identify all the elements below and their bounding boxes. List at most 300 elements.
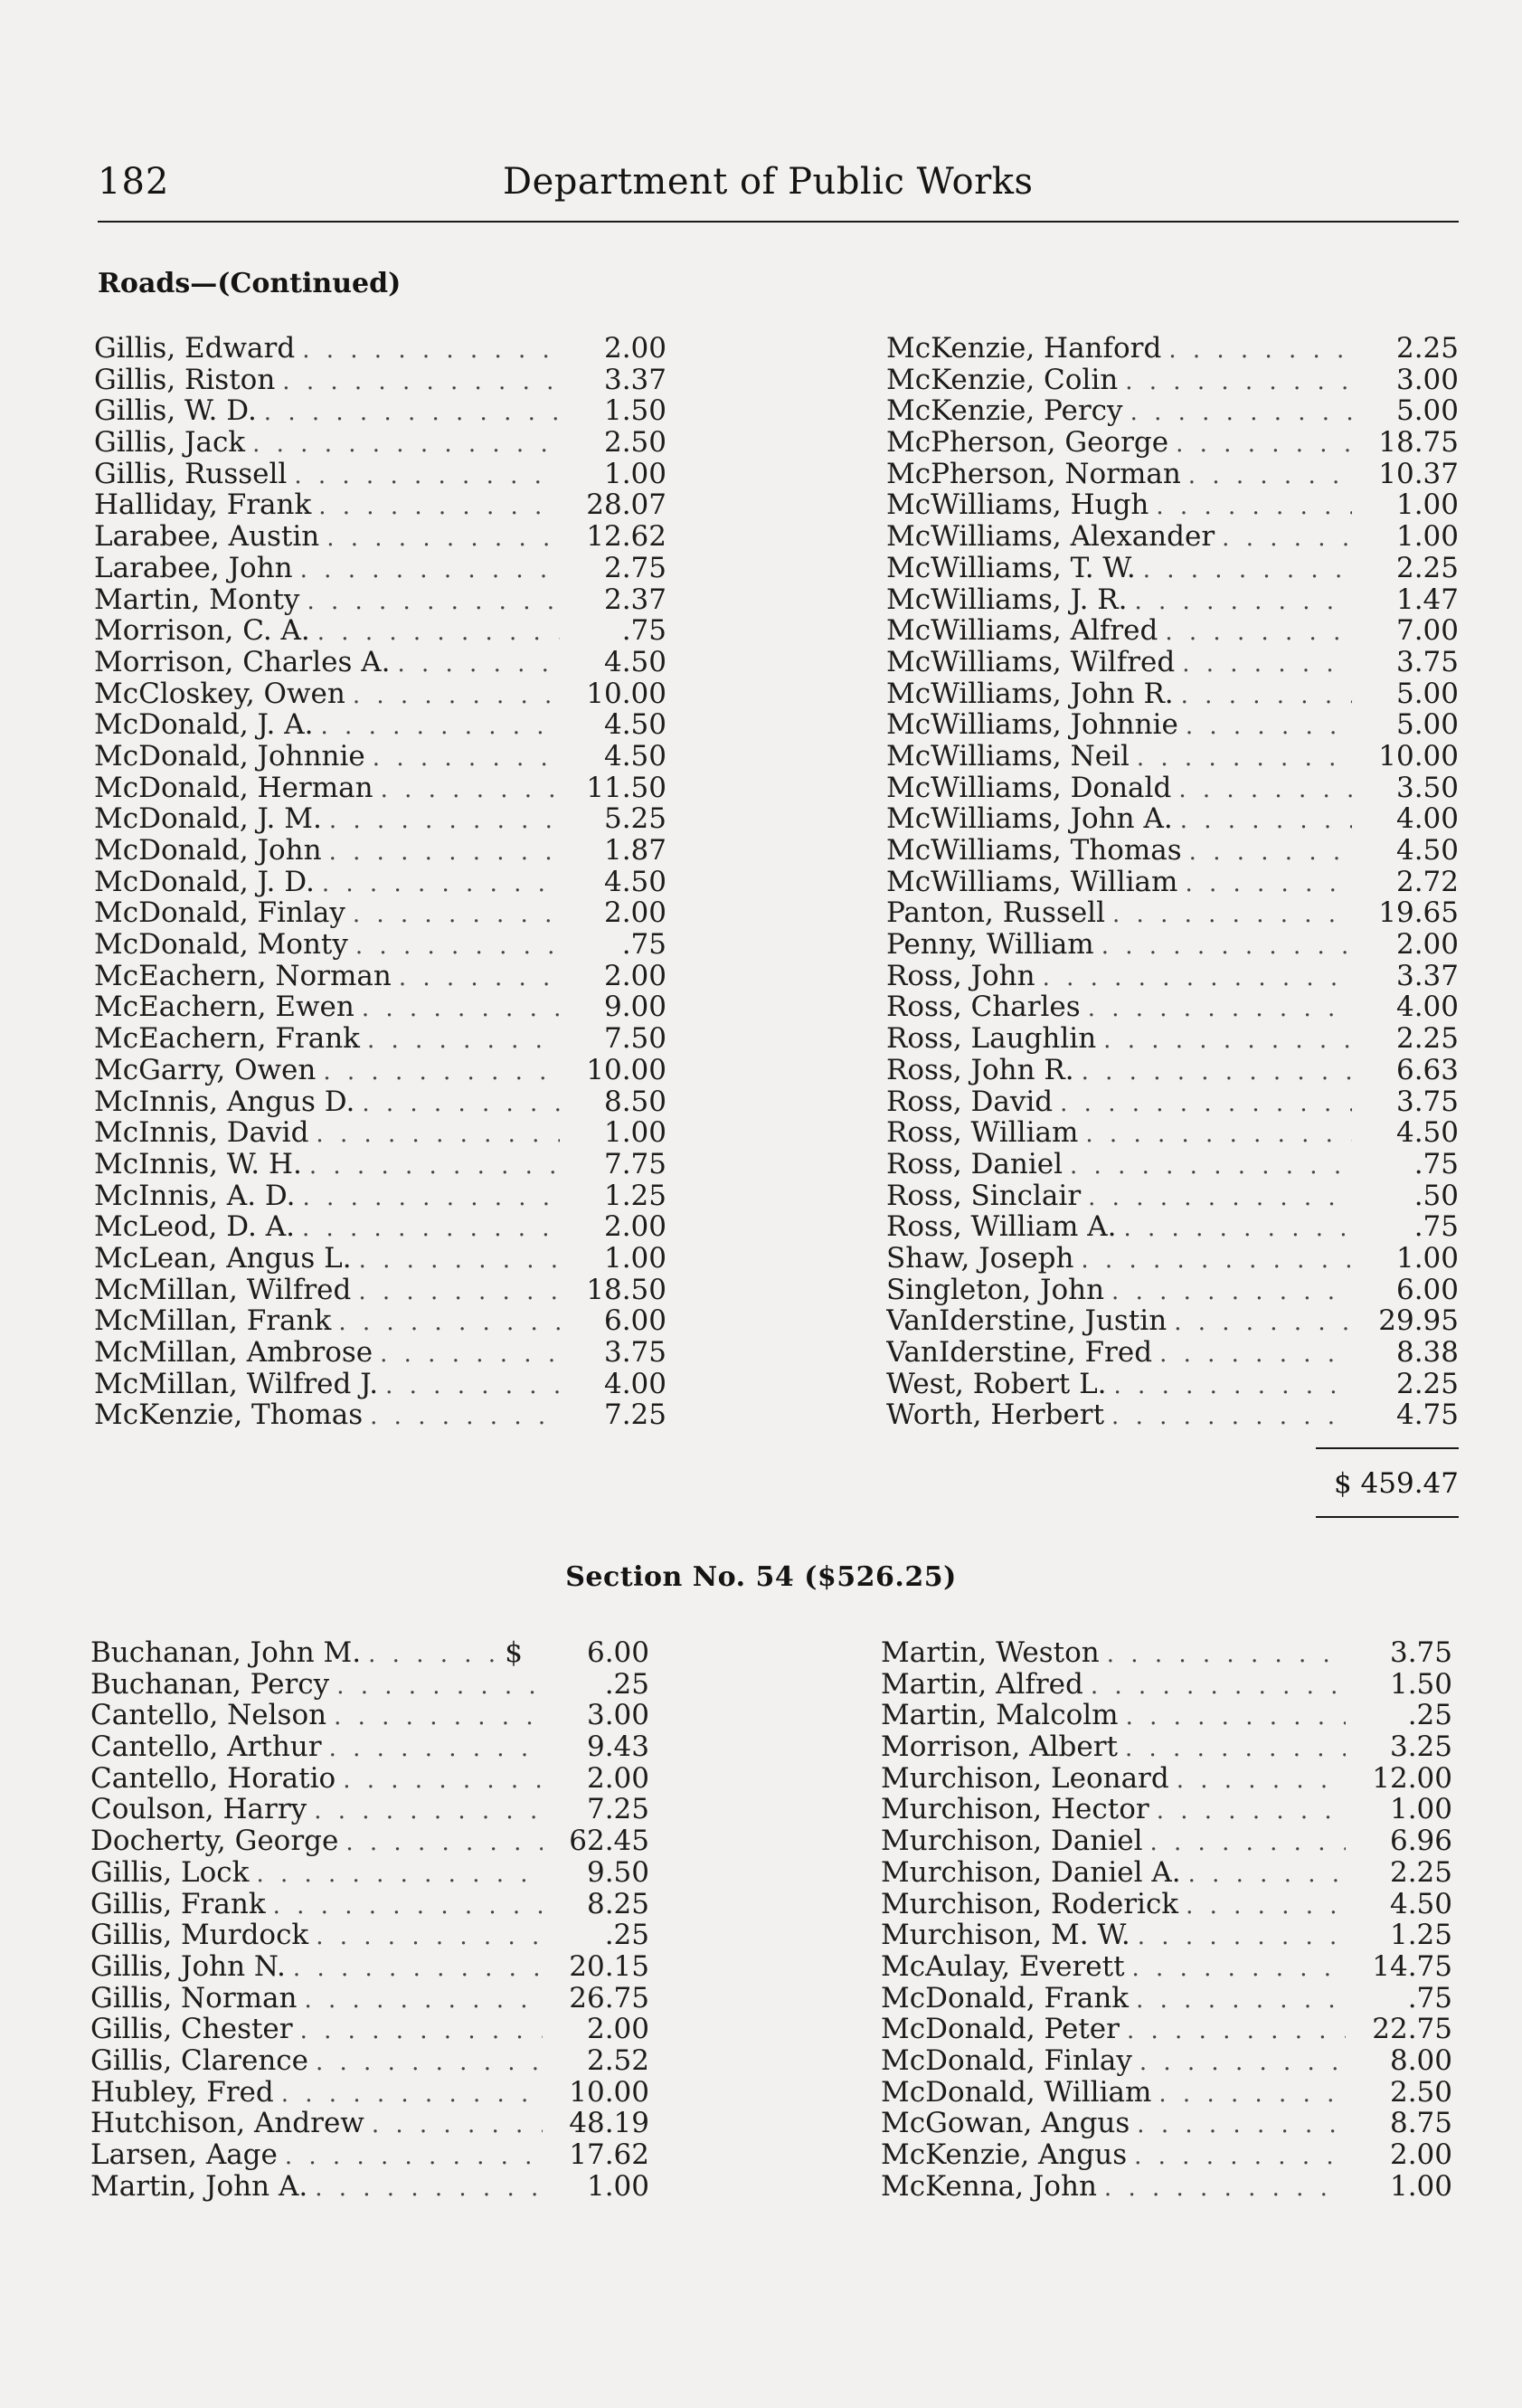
payment-amount: 1.50 xyxy=(1389,1668,1452,1701)
payee-name: McDonald, John xyxy=(94,835,322,867)
dot-leader xyxy=(345,1827,543,1857)
ledger-row xyxy=(94,1180,666,1212)
payment-amount: 8.50 xyxy=(603,1085,666,1118)
payment-amount: .50 xyxy=(1413,1180,1459,1212)
payee-name: Martin, Monty xyxy=(94,583,300,616)
payment-amount: 2.25 xyxy=(1395,1368,1459,1400)
payee-name: McWilliams, Alexander xyxy=(886,521,1215,553)
ledger-row xyxy=(90,2045,649,2077)
payment-amount: 4.50 xyxy=(1395,1117,1459,1149)
payment-amount: 17.62 xyxy=(569,2139,649,2171)
dot-leader xyxy=(1186,1891,1346,1920)
payment-amount: 1.00 xyxy=(1395,489,1459,522)
dot-leader xyxy=(1186,711,1352,741)
payment-amount: 2.00 xyxy=(1389,2139,1452,2171)
ledger-row xyxy=(90,1637,649,1669)
dot-leader xyxy=(1107,1639,1346,1669)
payee-name: McEachern, Norman xyxy=(94,960,392,992)
payment-amount: 5.00 xyxy=(1395,395,1459,428)
payee-name: McGowan, Angus xyxy=(881,2108,1130,2139)
payee-name: Cantello, Nelson xyxy=(90,1700,327,1732)
ledger-row xyxy=(886,333,1459,365)
payment-amount: 9.00 xyxy=(603,991,666,1024)
dot-leader xyxy=(1114,1370,1352,1400)
payee-name: Murchison, Daniel xyxy=(881,1825,1143,1857)
ledger-row xyxy=(94,615,666,647)
ledger-row xyxy=(94,803,666,835)
payment-amount: 1.50 xyxy=(603,395,666,428)
ledger-row xyxy=(881,2139,1452,2171)
dot-leader xyxy=(1081,1245,1352,1275)
ledger-row xyxy=(94,1086,666,1118)
payment-amount: 8.00 xyxy=(1389,2044,1452,2077)
payee-name: McEachern, Ewen xyxy=(94,991,355,1024)
ledger-row xyxy=(886,897,1459,929)
payee-name: Gillis, Edward xyxy=(94,333,296,365)
ledger-row xyxy=(886,1180,1459,1212)
payee-name: Larabee, Austin xyxy=(94,521,320,553)
ledger-row xyxy=(881,2077,1452,2109)
dot-leader xyxy=(318,491,560,521)
payment-amount: 1.00 xyxy=(603,1117,666,1149)
dot-leader xyxy=(317,617,560,647)
payee-name: McDonald, Peter xyxy=(881,2014,1120,2045)
dot-leader xyxy=(305,1985,544,2015)
payment-amount: 2.50 xyxy=(603,427,666,459)
payment-amount: 1.25 xyxy=(1389,1920,1452,1951)
payee-name: McWilliams, John A. xyxy=(886,803,1173,835)
payee-name: McDonald, Monty xyxy=(94,929,348,961)
ledger-row xyxy=(886,1211,1459,1243)
payment-amount: 8.25 xyxy=(586,1888,649,1920)
payee-name: Gillis, Murdock xyxy=(90,1920,309,1951)
dot-leader xyxy=(1139,2047,1346,2077)
payment-amount: 2.25 xyxy=(1395,1023,1459,1055)
ledger-row xyxy=(886,365,1459,396)
payment-amount: 1.00 xyxy=(1395,1242,1459,1275)
dot-leader xyxy=(281,2079,543,2109)
payee-name: McWilliams, Neil xyxy=(886,740,1130,773)
payee-name: Singleton, John xyxy=(886,1274,1105,1306)
dot-leader xyxy=(1091,1671,1346,1701)
payee-name: Morrison, Charles A. xyxy=(94,646,391,678)
dot-leader xyxy=(1127,2015,1346,2045)
ledger-row xyxy=(90,1857,649,1889)
ledger-row xyxy=(881,2014,1452,2045)
ledger-row xyxy=(886,961,1459,992)
dot-leader xyxy=(368,1639,497,1669)
payment-amount: 3.75 xyxy=(1389,1637,1452,1669)
section-label-roads: Roads—(Continued) xyxy=(98,268,402,299)
dot-leader xyxy=(385,1370,560,1400)
payment-amount: 7.25 xyxy=(586,1794,649,1826)
payment-amount: 8.38 xyxy=(1395,1337,1459,1369)
ledger-row xyxy=(94,867,666,898)
ledger-row xyxy=(94,1243,666,1275)
dot-leader xyxy=(362,993,560,1023)
payee-name: McWilliams, Alfred xyxy=(886,615,1158,647)
ledger-row xyxy=(94,1211,666,1243)
payee-name: McDonald, J. D. xyxy=(94,866,315,898)
ledger-row xyxy=(94,929,666,961)
roads-total: $ 459.47 xyxy=(1333,1467,1459,1500)
dot-leader xyxy=(1188,460,1352,490)
dot-leader xyxy=(307,586,560,616)
roads-right-column xyxy=(886,333,1459,1431)
payee-name: Murchison, Daniel A. xyxy=(881,1856,1181,1889)
payee-name: McInnis, A. D. xyxy=(94,1180,296,1212)
dot-leader xyxy=(1104,2173,1346,2203)
payee-name: Ross, David xyxy=(886,1085,1054,1118)
dot-leader xyxy=(1043,962,1352,992)
ledger-row xyxy=(94,1399,666,1431)
ledger-row xyxy=(886,835,1459,867)
payee-name: McMillan, Frank xyxy=(94,1305,332,1337)
payment-amount: 1.00 xyxy=(1395,521,1459,553)
payment-amount: 2.75 xyxy=(603,552,666,584)
ledger-row xyxy=(94,427,666,459)
ledger-row xyxy=(90,1889,649,1920)
payment-amount: 6.00 xyxy=(586,1637,649,1669)
ledger-row xyxy=(886,1275,1459,1306)
payee-name: Gillis, Clarence xyxy=(90,2044,308,2077)
ledger-row xyxy=(881,1669,1452,1701)
payment-amount: 6.63 xyxy=(1395,1054,1459,1086)
dot-leader xyxy=(302,335,560,365)
ledger-row xyxy=(881,1763,1452,1795)
dot-leader xyxy=(329,805,560,835)
dot-leader xyxy=(1134,2141,1346,2171)
payment-amount: 2.72 xyxy=(1395,866,1459,898)
ledger-row xyxy=(881,1983,1452,2015)
ledger-row xyxy=(94,584,666,616)
page-number: 182 xyxy=(98,161,170,203)
payee-name: McKenna, John xyxy=(881,2170,1097,2203)
dot-leader xyxy=(1085,1119,1352,1149)
payment-amount: 62.45 xyxy=(569,1825,649,1857)
ledger-row xyxy=(886,773,1459,804)
dot-leader xyxy=(1159,1339,1352,1369)
ledger-row xyxy=(886,1305,1459,1337)
payee-name: Ross, William A. xyxy=(886,1211,1117,1243)
ledger-row xyxy=(886,647,1459,678)
payee-name: McDonald, J. M. xyxy=(94,803,322,835)
ledger-row xyxy=(94,773,666,804)
ledger-row xyxy=(90,1794,649,1825)
payee-name: McKenzie, Angus xyxy=(881,2139,1128,2171)
payment-amount: 1.00 xyxy=(1389,1794,1452,1826)
dot-leader xyxy=(1181,680,1352,710)
payee-name: McEachern, Frank xyxy=(94,1023,360,1055)
payee-name: Gillis, Lock xyxy=(90,1856,250,1889)
dot-leader xyxy=(1165,617,1352,647)
payee-name: Penny, William xyxy=(886,929,1094,961)
ledger-row xyxy=(90,1920,649,1951)
payee-name: McWilliams, J. R. xyxy=(886,583,1128,616)
payee-name: Hubley, Fred xyxy=(90,2076,274,2109)
payee-name: McKenzie, Thomas xyxy=(94,1399,364,1432)
payee-name: Panton, Russell xyxy=(886,897,1106,930)
payment-amount: 20.15 xyxy=(569,1950,649,1983)
ledger-row xyxy=(94,961,666,992)
payee-name: McDonald, J. A. xyxy=(94,709,314,741)
dot-leader xyxy=(321,711,560,741)
ledger-row xyxy=(886,489,1459,521)
payment-amount: 2.00 xyxy=(586,2014,649,2045)
dot-leader xyxy=(367,1025,560,1055)
payee-name: McKenzie, Colin xyxy=(886,364,1119,396)
dot-leader xyxy=(1138,1921,1346,1951)
total-top-rule xyxy=(1316,1447,1459,1449)
dot-leader xyxy=(1101,931,1352,961)
payee-name: McWilliams, Wilfred xyxy=(886,646,1176,678)
dot-leader xyxy=(1137,2109,1346,2139)
payment-amount: 9.43 xyxy=(586,1731,649,1763)
ledger-row xyxy=(886,1337,1459,1369)
payment-amount: .75 xyxy=(1413,1148,1459,1180)
ledger-row xyxy=(886,459,1459,490)
ledger-row xyxy=(886,1117,1459,1149)
payment-amount: 10.37 xyxy=(1378,458,1459,490)
payee-name: McLean, Angus L. xyxy=(94,1242,352,1275)
dot-leader xyxy=(1158,2079,1346,2109)
ledger-row xyxy=(886,615,1459,647)
payee-name: Martin, Weston xyxy=(881,1637,1100,1669)
payment-amount: 7.50 xyxy=(603,1023,666,1055)
payee-name: Coulson, Harry xyxy=(90,1794,307,1826)
payee-name: McGarry, Owen xyxy=(94,1054,317,1086)
ledger-row xyxy=(90,1951,649,1983)
payee-name: Gillis, W. D. xyxy=(94,395,257,428)
dot-leader xyxy=(397,649,560,678)
payee-name: Larabee, John xyxy=(94,552,293,584)
dot-leader xyxy=(1137,743,1352,773)
dot-leader xyxy=(302,1213,560,1243)
payment-amount: 4.50 xyxy=(603,740,666,773)
ledger-row xyxy=(886,1023,1459,1055)
dot-leader xyxy=(1126,1702,1346,1731)
total-bottom-rule xyxy=(1316,1516,1459,1518)
dot-leader xyxy=(1125,366,1352,396)
dot-leader xyxy=(329,837,560,867)
payment-amount: 3.75 xyxy=(1395,646,1459,678)
ledger-row xyxy=(90,1763,649,1795)
payee-name: Gillis, Riston xyxy=(94,364,276,396)
ledger-row xyxy=(886,1149,1459,1180)
payee-name: McInnis, Angus D. xyxy=(94,1085,355,1118)
payee-name: McWilliams, Thomas xyxy=(886,835,1182,867)
ledger-row xyxy=(94,678,666,710)
payee-name: VanIderstine, Justin xyxy=(886,1305,1167,1337)
payee-name: Morrison, C. A. xyxy=(94,615,310,647)
payee-name: Ross, Daniel xyxy=(886,1148,1064,1180)
ledger-row xyxy=(94,1369,666,1400)
dot-leader xyxy=(293,1953,543,1983)
payment-amount: 48.19 xyxy=(569,2108,649,2139)
dot-leader xyxy=(326,523,560,553)
payment-amount: 10.00 xyxy=(586,678,666,710)
ledger-row xyxy=(886,553,1459,584)
dot-leader xyxy=(1070,1151,1352,1180)
payment-amount: 6.96 xyxy=(1389,1825,1452,1857)
dot-leader xyxy=(282,366,560,396)
payee-name: Ross, Laughlin xyxy=(886,1023,1097,1055)
payee-name: Martin, John A. xyxy=(90,2170,308,2203)
ledger-row xyxy=(94,1055,666,1086)
payee-name: Cantello, Horatio xyxy=(90,1762,336,1795)
dot-leader xyxy=(322,868,560,898)
payment-amount: 2.00 xyxy=(586,1762,649,1795)
ledger-row xyxy=(90,1700,649,1731)
dot-leader xyxy=(1178,774,1352,804)
dot-leader xyxy=(380,1339,560,1369)
dot-leader xyxy=(1188,1859,1346,1889)
ledger-row xyxy=(90,2014,649,2045)
dot-leader xyxy=(1125,1733,1346,1763)
payee-name: McAulay, Everett xyxy=(881,1950,1125,1983)
payee-name: McWilliams, Donald xyxy=(886,772,1172,804)
ledger-row xyxy=(886,1086,1459,1118)
ledger-row xyxy=(94,1275,666,1306)
payee-name: Gillis, Norman xyxy=(90,1982,298,2015)
ledger-row xyxy=(881,1857,1452,1889)
dot-leader xyxy=(1174,1307,1352,1337)
dot-leader xyxy=(323,1057,560,1086)
dot-leader xyxy=(264,397,560,427)
payment-amount: 12.62 xyxy=(586,521,666,553)
ledger-row xyxy=(886,678,1459,710)
payee-name: McInnis, David xyxy=(94,1117,309,1149)
ledger-row xyxy=(881,1825,1452,1857)
payment-amount: 3.37 xyxy=(1395,960,1459,992)
ledger-row xyxy=(90,1731,649,1763)
ledger-row xyxy=(886,741,1459,773)
payment-amount: 18.50 xyxy=(586,1274,666,1306)
ledger-row xyxy=(881,2108,1452,2139)
payment-amount: 2.50 xyxy=(1389,2076,1452,2109)
ledger-row xyxy=(881,1700,1452,1731)
dot-leader xyxy=(1123,1213,1352,1243)
payee-name: Ross, Sinclair xyxy=(886,1180,1082,1212)
payee-name: Martin, Alfred xyxy=(881,1668,1083,1701)
payee-name: McDonald, Finlay xyxy=(94,897,345,930)
payment-amount: 2.00 xyxy=(603,897,666,930)
ledger-row xyxy=(94,991,666,1023)
payee-name: McLeod, D. A. xyxy=(94,1211,295,1243)
ledger-row xyxy=(94,553,666,584)
payment-amount: 1.00 xyxy=(603,458,666,490)
dot-leader xyxy=(358,1276,560,1306)
header-rule xyxy=(98,221,1459,223)
payee-name: McPherson, Norman xyxy=(886,458,1181,490)
payment-amount: 1.00 xyxy=(603,1242,666,1275)
ledger-row xyxy=(94,459,666,490)
payee-name: Buchanan, John M. xyxy=(90,1637,362,1669)
payee-name: McPherson, George xyxy=(886,427,1169,459)
payee-name: McDonald, William xyxy=(881,2076,1152,2109)
payment-amount: 26.75 xyxy=(569,1982,649,2015)
payment-amount: 5.00 xyxy=(1395,709,1459,741)
payment-amount: 4.50 xyxy=(603,709,666,741)
payment-amount: 7.00 xyxy=(1395,615,1459,647)
payment-amount: 7.75 xyxy=(603,1148,666,1180)
payment-amount: 4.50 xyxy=(1389,1888,1452,1920)
ledger-row xyxy=(90,2171,649,2203)
payment-amount: 1.87 xyxy=(603,835,666,867)
payee-name: Murchison, M. W. xyxy=(881,1920,1130,1951)
dot-leader xyxy=(334,1702,543,1731)
ledger-row xyxy=(94,835,666,867)
dot-leader xyxy=(1111,1401,1352,1431)
payee-name: McKenzie, Percy xyxy=(886,395,1123,428)
payment-amount: 6.00 xyxy=(603,1305,666,1337)
ledger-row xyxy=(90,1825,649,1857)
dot-leader xyxy=(252,429,560,459)
dot-leader xyxy=(381,774,560,804)
ledger-row xyxy=(881,1951,1452,1983)
dot-leader xyxy=(370,1401,560,1431)
dollar-sign: $ xyxy=(505,1637,523,1669)
dot-leader xyxy=(273,1891,543,1920)
dot-leader xyxy=(359,1245,560,1275)
dot-leader xyxy=(1176,429,1352,459)
ledger-row xyxy=(881,2171,1452,2203)
payment-amount: 2.25 xyxy=(1389,1856,1452,1889)
payment-amount: .25 xyxy=(1407,1700,1452,1732)
payment-amount: 4.75 xyxy=(1395,1399,1459,1432)
ledger-row xyxy=(94,1149,666,1180)
payment-amount: 2.52 xyxy=(586,2044,649,2077)
payment-amount: 10.00 xyxy=(586,1054,666,1086)
payment-amount: 7.25 xyxy=(603,1399,666,1432)
payee-name: Ross, Charles xyxy=(886,991,1081,1024)
dot-leader xyxy=(316,1921,543,1951)
dot-leader xyxy=(353,680,560,710)
dot-leader xyxy=(1112,899,1352,929)
payment-amount: 3.75 xyxy=(1395,1085,1459,1118)
payment-amount: 18.75 xyxy=(1378,427,1459,459)
payee-name: Hutchison, Andrew xyxy=(90,2108,364,2139)
dot-leader xyxy=(336,1671,543,1701)
payment-amount: 2.00 xyxy=(1395,929,1459,961)
dot-leader xyxy=(373,743,560,773)
payee-name: McWilliams, John R. xyxy=(886,678,1174,710)
dot-leader xyxy=(1150,1827,1347,1857)
payment-amount: 4.50 xyxy=(603,866,666,898)
payee-name: McWilliams, Johnnie xyxy=(886,709,1178,741)
payee-name: Murchison, Roderick xyxy=(881,1888,1179,1920)
dot-leader xyxy=(355,931,560,961)
dot-leader xyxy=(1103,1025,1352,1055)
ledger-row xyxy=(886,395,1459,427)
dot-leader xyxy=(329,1733,543,1763)
payment-amount: 4.50 xyxy=(1395,835,1459,867)
payment-amount: 10.00 xyxy=(1378,740,1459,773)
dot-leader xyxy=(1177,1765,1346,1795)
payee-name: McKenzie, Hanford xyxy=(886,333,1162,365)
payee-name: Gillis, Jack xyxy=(94,427,246,459)
dot-leader xyxy=(1189,837,1352,867)
payee-name: Larsen, Aage xyxy=(90,2139,278,2171)
section54-right-column xyxy=(881,1637,1452,2202)
payment-amount: 3.50 xyxy=(1395,772,1459,804)
ledger-row xyxy=(94,741,666,773)
dot-leader xyxy=(303,1182,560,1212)
ledger-row xyxy=(90,2108,649,2139)
payment-amount: 11.50 xyxy=(586,772,666,804)
dot-leader xyxy=(1180,805,1352,835)
dot-leader xyxy=(314,1796,543,1825)
